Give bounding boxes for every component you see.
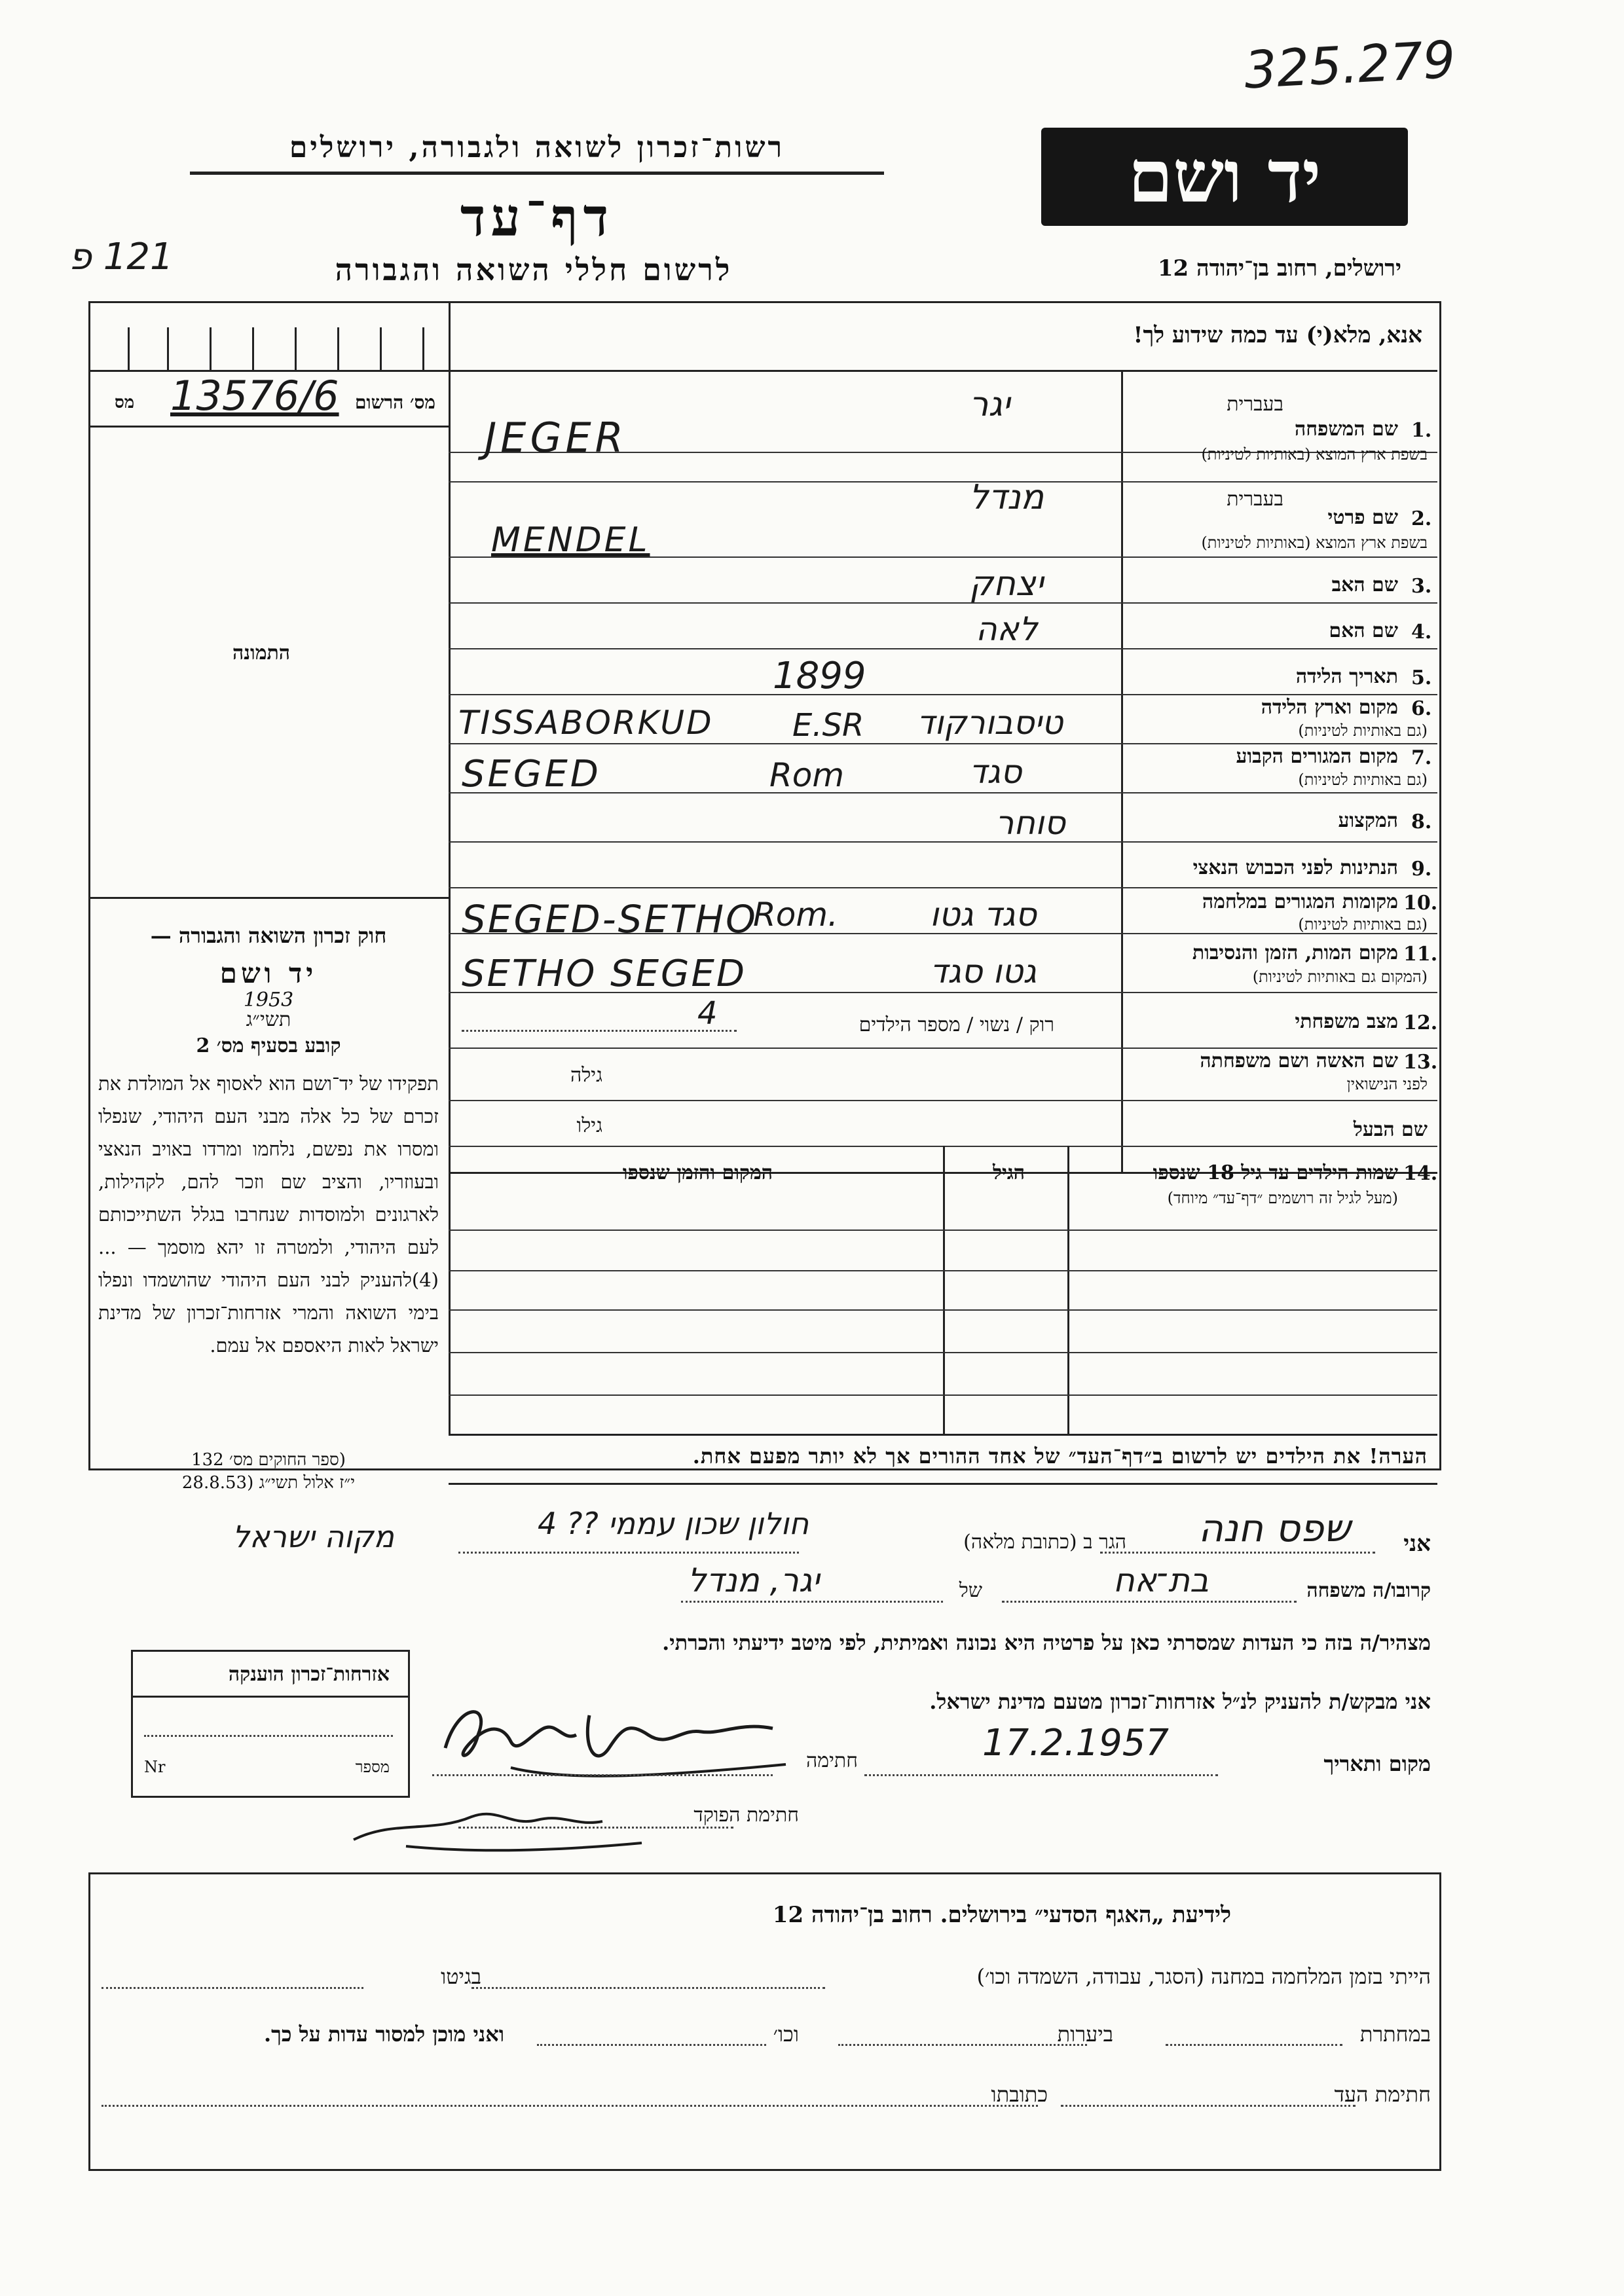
value-residence-country[interactable]: Rom (769, 756, 845, 794)
husband-age-label: גילו (576, 1114, 602, 1137)
declarant-name[interactable]: שפס חנה (1198, 1506, 1351, 1550)
handwritten-signature[interactable] (432, 1689, 799, 1787)
relation-shel: של (959, 1579, 982, 1602)
field-8-num: 8. (1411, 811, 1432, 833)
bottom-line2-d: ואני מוכן למסור עדות על כך. (263, 2022, 504, 2047)
field-8-label: המקצוע (1338, 809, 1398, 832)
registration-label: מס׳ הרשום (354, 392, 435, 413)
field-3-label: שם האב (1331, 574, 1398, 596)
law-text: תפקידו של יד־ושם הוא לאסוף אל המולדת את זכרם של כל אלה מבני העם היהודי, שנפלו ומסרו את נפשם, נלחמו ומרדו באויב הנאצי ובעוזריו, והציב שם וזכר להם, לקהילות, לארגונים ולמוסדות שנחרבו בגלל השתייכותם לעם היהודי, ולמטרה זו יהא מוסמך — ...(4)להעניק לבני העם היהודי שהושמדו ונפלו בימי השואה והמרי אזרחות־זכרון של מדינת ישראל לאות היאספם אל עמם. (98, 1072, 439, 1357)
value-wartime-country[interactable]: Rom. (753, 896, 838, 934)
field-10-sub: (גם באותיות לטיניות) (1298, 915, 1428, 934)
field-12-num: 12. (1403, 1011, 1438, 1034)
field-5-label: תאריך הלידה (1295, 665, 1398, 688)
field-5-num: 5. (1411, 666, 1432, 689)
relation-value[interactable]: בת־אח (1113, 1561, 1209, 1599)
children-table-sub: (מעל לגיל זה רושמים ״דף־עד״ מיוחד) (1167, 1189, 1398, 1207)
children-col-age: הגיל (992, 1161, 1025, 1184)
clerk-label: חתימת הפוקד (693, 1804, 799, 1827)
law-ref-date: י״ז אלול תשי״ג (28.8.53 (181, 1473, 356, 1493)
law-clause: קובע בסעיף מס׳ 2 (196, 1034, 341, 1057)
address: ירושלים, רחוב בן־יהודה 12 (1157, 255, 1401, 282)
field-10-label: מקומות המגורים במלחמה (1202, 890, 1398, 913)
photo-label: התמונה (232, 642, 291, 665)
bottom-line2-c: וכו׳ (773, 2022, 799, 2047)
field-13-num: 13. (1403, 1051, 1438, 1074)
value-surname[interactable]: JEGER (485, 414, 627, 462)
bottom-title: לידיעת „האגף הסדעי״ בירושלים. רחוב בן־יהודה 12 (772, 1902, 1231, 1928)
authority-name: רשות־זכרון לשואה ולגבורה, ירושלים (289, 131, 785, 164)
field-7-label: מקום המגורים הקבוע (1236, 745, 1398, 768)
field-2-sub: בשפת ארץ המוצא (באותיות לטיניות) (1201, 534, 1428, 552)
form-subtitle: לרשום חללי השואה והגבורה (335, 252, 733, 287)
field-1-label: שם המשפחה (1294, 418, 1398, 441)
instruction: אנא, מלא(י) עד כמה שידוע לך! (1133, 322, 1422, 348)
value-profession[interactable]: סוחר (995, 804, 1065, 842)
field-4-num: 4. (1411, 621, 1432, 644)
request: אני מבקש/ת להעניק לנ״ל אזרחות־זכרון מטעם מדינת ישראל. (929, 1689, 1431, 1714)
field-11-label: מקום המות, הזמן והנסיבות (1192, 941, 1398, 964)
value-birthdate[interactable]: 1899 (773, 655, 866, 697)
value-death-place-he[interactable]: גטו סגד (930, 953, 1037, 991)
law-year: 1953 (243, 989, 294, 1011)
page-ref: 121 פ (69, 236, 174, 278)
place-date-label: מקום ותאריך (1323, 1751, 1431, 1776)
signature-label: חתימה (806, 1749, 858, 1772)
date-value[interactable]: 17.2.1957 (982, 1722, 1170, 1764)
value-birthplace-country[interactable]: E.SR (792, 707, 864, 744)
field-7-num: 7. (1411, 746, 1432, 769)
field-12-label: מצב משפחתי (1295, 1010, 1398, 1033)
field-4-label: שם האם (1329, 619, 1398, 642)
relation-label: קרובו/ה משפחה (1306, 1579, 1431, 1602)
citizenship-number-label: מספר (355, 1758, 390, 1776)
value-mother[interactable]: לאה (976, 610, 1038, 648)
field-13-sub: לפני הנישואין (1346, 1075, 1428, 1093)
statement: מצהיר/ה בזה כי העדות שמסרתי כאן על פרטיה היא נכונה ואמיתית, לפי מיטב ידיעתי והכרתי. (662, 1630, 1431, 1655)
children-col-place: המקום והזמן שנספו (622, 1161, 773, 1184)
field-6-num: 6. (1411, 697, 1432, 720)
value-children-count[interactable]: 4 (697, 995, 718, 1032)
field-husband-label: שם הבעל (1353, 1118, 1428, 1141)
field-9-num: 9. (1411, 858, 1432, 881)
citizenship-title: אזרחות־זכרון הוענקה (228, 1663, 390, 1686)
field-7-sub: (גם באותיות לטיניות) (1298, 771, 1428, 789)
field-11-sub: (המקום גם באותיות לטיניות) (1252, 968, 1428, 986)
children-table-num: 14. (1403, 1162, 1438, 1185)
value-firstname[interactable]: MENDEL (491, 520, 650, 560)
field-13-label: שם האשה ושם משפחתה (1200, 1049, 1398, 1072)
field-1-num: 1. (1411, 419, 1432, 442)
value-wartime-residence[interactable]: SEGED-SETHO (462, 897, 758, 941)
relation-of-name[interactable]: יגר, מנדל (688, 1561, 820, 1599)
registration-suffix: מס (115, 393, 135, 412)
law-name: יד ושם (219, 957, 318, 989)
field-10-num: 10. (1403, 892, 1438, 915)
field-3-num: 3. (1411, 575, 1432, 598)
wife-age-label: גילה (570, 1064, 602, 1087)
law-year-he: תשי״ג (246, 1008, 291, 1031)
citizenship-nr: Nr (144, 1758, 166, 1776)
field-2-num: 2. (1411, 507, 1432, 530)
field-1-sub: בשפת ארץ המוצא (באותיות לטיניות) (1201, 445, 1428, 464)
note: הערה! את הילדים יש לרשום ב״דף־העד״ של אחד ההורים אך לא יותר מפעם אחת. (692, 1444, 1428, 1468)
bottom-line3-a: חתימת העד (1334, 2082, 1431, 2107)
value-residence[interactable]: SEGED (462, 753, 601, 795)
archive-number: 325.279 (1242, 30, 1457, 101)
field-6-label: מקום וארץ הלידה (1261, 696, 1398, 719)
law-title: חוק זכרון השואה והגבורה — (150, 923, 387, 948)
declaration-ani: אני (1403, 1531, 1431, 1557)
bottom-line3-b: כתובתו (991, 2082, 1048, 2107)
bottom-line1: הייתי בזמן המלחמה במחנה (הסגר, עבודה, השמדה וכו׳) (976, 1964, 1431, 1989)
address-label: הגר ב (כתובת מלאה) (963, 1531, 1126, 1554)
value-firstname-he[interactable]: מנדל (969, 478, 1044, 517)
field-2-label: שם פרטי (1327, 506, 1398, 529)
field-6-sub: (גם באותיות לטיניות) (1298, 721, 1428, 740)
yad-vashem-logo (1041, 128, 1408, 226)
value-birthplace[interactable]: TISSABORKUD (458, 704, 714, 742)
value-death-place[interactable]: SETHO SEGED (462, 953, 747, 995)
bottom-line2-b: ביערות (1057, 2022, 1113, 2047)
value-wartime-he[interactable]: סגד גטו (930, 896, 1037, 934)
value-surname-he[interactable]: יגר (969, 385, 1010, 424)
value-residence-he[interactable]: סגד (969, 753, 1022, 791)
law-ref: (ספר החוקים מס׳ 132 (191, 1450, 346, 1470)
children-table-title: שמות הילדים עד גיל 18 שנספו (1153, 1161, 1398, 1184)
form-title: דף־עד (460, 187, 614, 248)
field-9-label: הנתינות לפני הכבוש הנאצי (1192, 856, 1398, 879)
field-11-num: 11. (1403, 943, 1438, 966)
field-1-lang: בעברית (1227, 393, 1283, 416)
value-marital-options: רוק / נשוי / מספר הילדים (858, 1013, 1054, 1036)
bottom-line2-a: במחתרת (1359, 2022, 1431, 2047)
logo-text: יד ושם (1128, 134, 1321, 219)
declarant-address-extra[interactable]: מקוה ישראל (232, 1519, 394, 1554)
value-birthplace-he[interactable]: טיסבורקוד (917, 704, 1063, 742)
declarant-address[interactable]: חולון שכון עממי ?? 4 (538, 1506, 809, 1541)
field-2-lang: בעברית (1227, 488, 1283, 511)
registration-number: 13576/6 (170, 372, 339, 420)
bottom-line1-end: בגיטו (441, 1964, 481, 1989)
value-father[interactable]: יצחק (969, 564, 1044, 604)
